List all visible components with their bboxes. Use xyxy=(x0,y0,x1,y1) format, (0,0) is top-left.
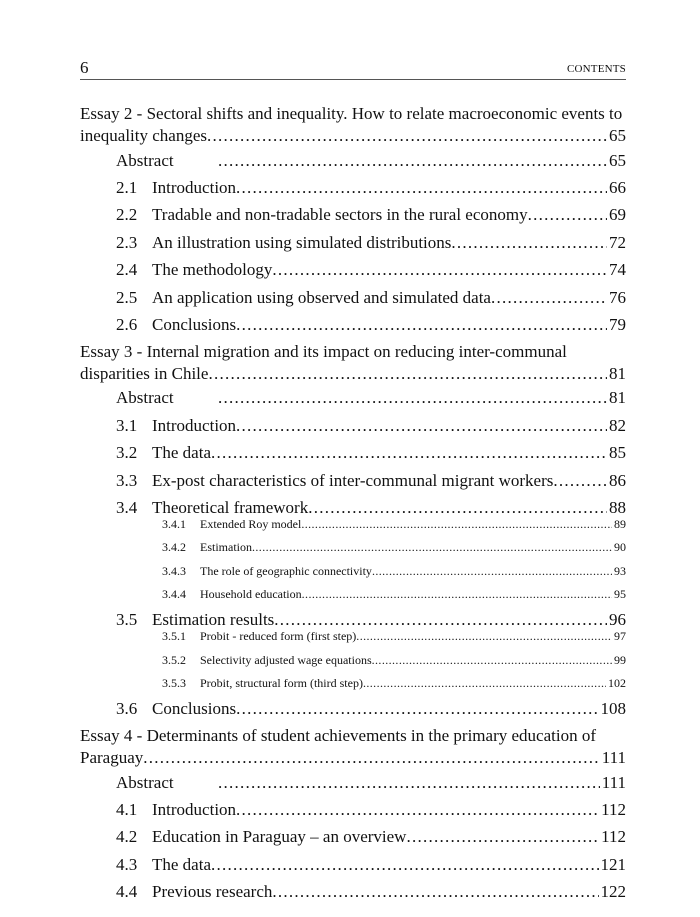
section-title: Conclusions xyxy=(152,699,237,719)
section-title: An illustration using simulated distributions xyxy=(152,232,452,252)
page-ref: 112 xyxy=(601,800,626,820)
essay-title-line xyxy=(80,341,626,363)
section-number: 3.1 xyxy=(116,415,138,435)
essay-title-line xyxy=(80,363,626,385)
section-title: Theoretical framework xyxy=(152,497,309,517)
dot-leader xyxy=(218,151,607,171)
dot-leader xyxy=(363,676,606,691)
section-title: The data xyxy=(152,854,211,874)
subsection-title: Probit - reduced form (first step) xyxy=(200,629,357,644)
dot-leader xyxy=(236,416,607,436)
toc-entry-subsection xyxy=(80,536,626,560)
section-number: 3.4 xyxy=(116,497,138,517)
section-number: 2.3 xyxy=(116,232,138,252)
toc-entry-section xyxy=(80,311,626,338)
subsection-title: Probit, structural form (third step) xyxy=(200,676,363,691)
essay-title-line xyxy=(80,747,626,769)
section-number: 3.5 xyxy=(116,610,138,630)
section-number: 2.1 xyxy=(116,178,138,198)
page-ref: 65 xyxy=(609,150,626,170)
dot-leader xyxy=(491,288,607,308)
dot-leader xyxy=(236,800,599,820)
page-ref: 93 xyxy=(614,563,626,578)
essay-title-continued: inequality changes xyxy=(80,126,207,145)
dot-leader xyxy=(372,564,612,579)
section-number: 2.2 xyxy=(116,205,138,225)
page-ref: 121 xyxy=(600,854,626,874)
essay-entry xyxy=(80,341,626,723)
toc-entry-section xyxy=(80,851,626,878)
page-ref: 76 xyxy=(609,287,626,307)
dot-leader xyxy=(211,443,607,463)
subsection-number: 3.4.4 xyxy=(162,587,186,602)
essay-title-continued: Paraguay xyxy=(80,747,144,767)
toc-entry-section xyxy=(80,229,626,256)
subsection-title: Estimation xyxy=(200,540,252,555)
dot-leader xyxy=(372,653,612,668)
subsection-title: Selectivity adjusted wage equations xyxy=(200,652,372,667)
abstract-label: Abstract xyxy=(116,388,174,408)
page-ref: 65 xyxy=(609,126,626,145)
subsection-title: The role of geographic connectivity xyxy=(200,563,372,578)
dot-leader xyxy=(218,388,607,408)
dot-leader xyxy=(207,126,607,146)
toc-entry-section xyxy=(80,440,626,467)
section-title: Conclusions xyxy=(152,315,237,335)
dot-leader xyxy=(272,260,607,280)
dot-leader xyxy=(451,233,607,253)
page-ref: 99 xyxy=(614,652,626,667)
page-ref: 89 xyxy=(614,516,626,531)
dot-leader xyxy=(301,517,612,532)
subsection-number: 3.5.1 xyxy=(162,629,186,644)
toc-entry-subsection xyxy=(80,672,626,696)
toc-entry-section xyxy=(80,202,626,229)
page-ref: 81 xyxy=(609,388,626,408)
toc-entry-section xyxy=(80,879,626,906)
toc-entry-section xyxy=(80,412,626,439)
abstract-label: Abstract xyxy=(116,150,174,170)
page-ref: 111 xyxy=(601,747,626,767)
essay-title: Essay 3 - Internal migration and its impact on reducing inter-communal xyxy=(80,341,567,361)
toc-entry-subsection xyxy=(80,560,626,584)
section-title: Estimation results xyxy=(152,610,275,630)
section-title: The data xyxy=(152,443,211,463)
section-number: 2.5 xyxy=(116,287,138,307)
essay-title-line xyxy=(80,103,626,125)
dot-leader xyxy=(143,748,599,768)
section-number: 2.4 xyxy=(116,260,138,280)
subsection-number: 3.4.1 xyxy=(162,516,186,531)
subsection-number: 3.4.2 xyxy=(162,540,186,555)
page-ref: 74 xyxy=(609,260,626,280)
section-title: Ex-post characteristics of inter-communal migrant workers xyxy=(152,470,554,490)
toc-entry-section xyxy=(80,824,626,851)
essay-entry xyxy=(80,103,626,339)
section-number: 4.2 xyxy=(116,827,138,847)
essay-title: Essay 2 - Sectoral shifts and inequality. How to relate macroeconomic events to xyxy=(80,104,623,123)
section-number: 3.3 xyxy=(116,470,138,490)
page-ref: 111 xyxy=(601,772,626,792)
table-of-contents xyxy=(80,101,626,906)
page-ref: 96 xyxy=(609,610,626,630)
dot-leader xyxy=(356,629,612,644)
section-number: 3.2 xyxy=(116,443,138,463)
toc-entry-section xyxy=(80,796,626,823)
page-ref: 81 xyxy=(609,363,626,383)
page-ref: 69 xyxy=(609,205,626,225)
section-title: The methodology xyxy=(152,260,273,280)
toc-entry-abstract xyxy=(80,385,626,412)
section-title: Previous research xyxy=(152,882,273,902)
dot-leader xyxy=(553,471,607,491)
header-rule xyxy=(80,79,626,80)
section-title: Introduction xyxy=(152,178,237,198)
section-number: 4.4 xyxy=(116,882,138,902)
section-number: 4.1 xyxy=(116,800,138,820)
running-title: CONTENTS xyxy=(566,63,626,75)
page-ref: 82 xyxy=(609,415,626,435)
page-ref: 112 xyxy=(601,827,626,847)
section-title: An application using observed and simulated data xyxy=(152,287,491,307)
toc-entry-section xyxy=(80,284,626,311)
page-ref: 102 xyxy=(608,676,626,691)
toc-entry-subsection xyxy=(80,649,626,673)
toc-entry-section xyxy=(80,174,626,201)
dot-leader xyxy=(236,315,607,335)
section-title: Introduction xyxy=(152,415,237,435)
page-ref: 90 xyxy=(614,540,626,555)
toc-entry-section xyxy=(80,696,626,723)
section-title: Tradable and non-tradable sectors in the rural economy xyxy=(152,205,528,225)
subsection-number: 3.4.3 xyxy=(162,563,186,578)
dot-leader xyxy=(308,498,607,518)
page-ref: 97 xyxy=(614,629,626,644)
page-ref: 66 xyxy=(609,178,626,198)
toc-entry-abstract xyxy=(80,769,626,796)
section-number: 2.6 xyxy=(116,315,138,335)
dot-leader xyxy=(302,587,612,602)
dot-leader xyxy=(272,882,598,902)
abstract-label: Abstract xyxy=(116,772,174,792)
dot-leader xyxy=(274,610,607,630)
section-title: Introduction xyxy=(152,800,237,820)
toc-entry-abstract xyxy=(80,147,626,174)
dot-leader xyxy=(211,855,599,875)
toc-entry-subsection xyxy=(80,583,626,607)
essay-title-line xyxy=(80,125,626,147)
page-ref: 88 xyxy=(609,497,626,517)
page-ref: 108 xyxy=(600,699,626,719)
dot-leader xyxy=(218,773,600,793)
page-ref: 85 xyxy=(609,443,626,463)
section-number: 3.6 xyxy=(116,699,138,719)
dot-leader xyxy=(252,540,612,555)
toc-entry-subsection xyxy=(80,513,626,537)
toc-entry-section xyxy=(80,467,626,494)
section-number: 4.3 xyxy=(116,854,138,874)
essay-title-continued: disparities in Chile xyxy=(80,363,209,383)
page-number: 6 xyxy=(80,58,89,77)
page-ref: 72 xyxy=(609,232,626,252)
toc-entry-section xyxy=(80,257,626,284)
subsection-number: 3.5.2 xyxy=(162,652,186,667)
subsection-title: Household education xyxy=(200,587,302,602)
dot-leader xyxy=(208,364,607,384)
dot-leader xyxy=(406,827,599,847)
subsection-title: Extended Roy model xyxy=(200,516,302,531)
dot-leader xyxy=(236,699,598,719)
page-ref: 122 xyxy=(600,882,626,902)
toc-entry-subsection xyxy=(80,625,626,649)
essay-title-line xyxy=(80,725,626,747)
dot-leader xyxy=(236,178,607,198)
dot-leader xyxy=(528,205,607,225)
page-ref: 79 xyxy=(609,315,626,335)
page-ref: 95 xyxy=(614,587,626,602)
essay-entry xyxy=(80,725,626,906)
subsection-number: 3.5.3 xyxy=(162,676,186,691)
section-title: Education in Paraguay – an overview xyxy=(152,827,407,847)
essay-title: Essay 4 - Determinants of student achievements in the primary education of xyxy=(80,725,596,745)
page-ref: 86 xyxy=(609,470,626,490)
